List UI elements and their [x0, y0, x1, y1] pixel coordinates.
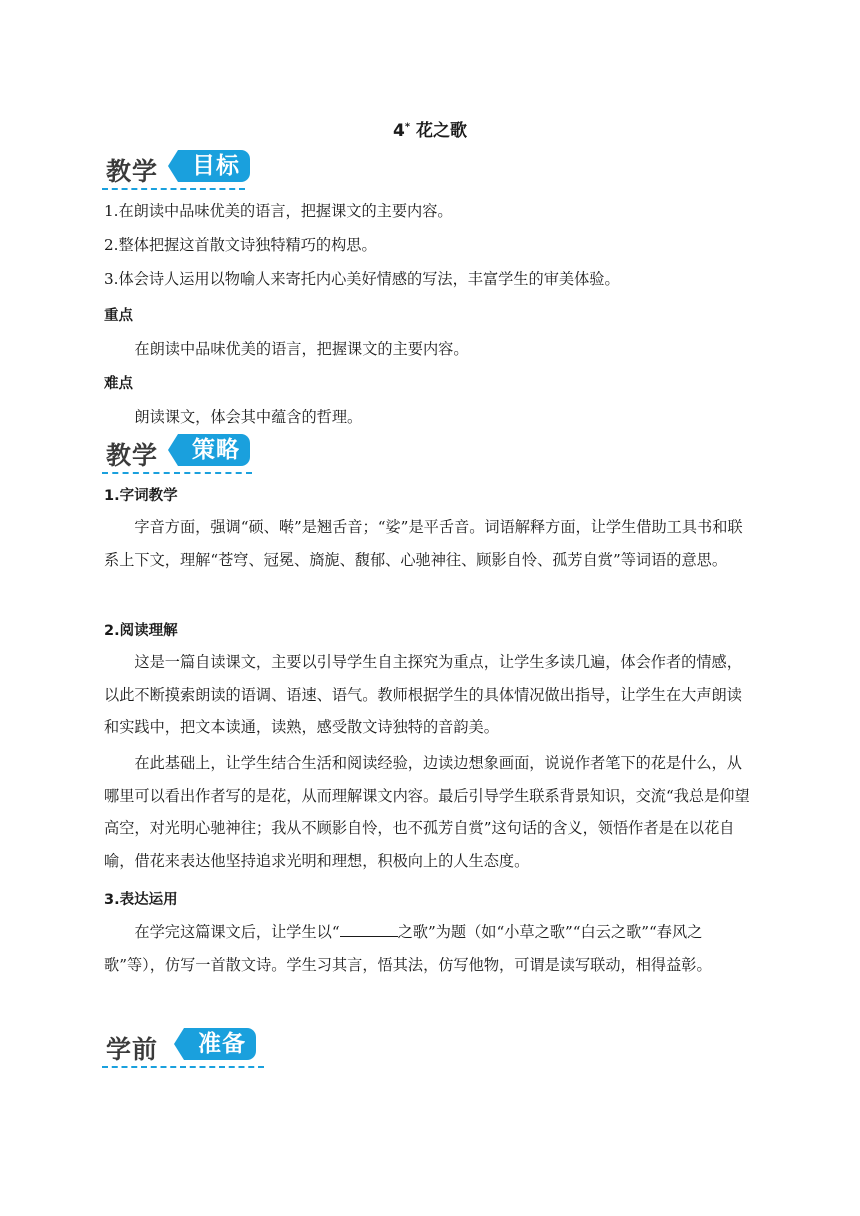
goal-item-1: 1.在朗读中品味优美的语言，把握课文的主要内容。	[104, 202, 453, 220]
section-header-prefix: 学前	[106, 1035, 159, 1064]
lesson-name: 花之歌	[416, 121, 467, 141]
difficulty-text: 朗读课文，体会其中蕴含的哲理。	[134, 408, 363, 426]
strategy-paragraph-1: 字音方面，强调“硕、啭”是翘舌音；“娑”是平舌音。词语解释方面，让学生借助工具书和联系上下文，理解“苍穹、冠冕、旖旎、馥郁、心驰神往、顾影自怜、孤芳自赏”等词语的意思。	[104, 518, 743, 569]
lesson-title	[0, 116, 860, 141]
strategy-heading-1: 1.字词教学	[104, 488, 178, 504]
strategy-paragraph-4	[104, 916, 752, 981]
section-header-tag: 策略	[178, 434, 250, 466]
goal-item-3: 3.体会诗人运用以物喻人来寄托内心美好情感的写法，丰富学生的审美体验。	[104, 270, 620, 288]
header-divider	[102, 188, 245, 190]
header-arrow-icon	[174, 1028, 184, 1060]
key-point-label: 重点	[104, 308, 133, 324]
section-header-goals	[102, 150, 262, 190]
header-arrow-icon	[168, 434, 178, 466]
section-header-tag: 准备	[184, 1028, 256, 1060]
header-divider	[102, 472, 252, 474]
strategy-heading-3: 3.表达运用	[104, 892, 178, 908]
strategy-paragraph-3: 在此基础上，让学生结合生活和阅读经验，边读边想象画面，说说作者笔下的花是什么，从哪里可以看出作者写的是花，从而理解课文内容。最后引导学生联系背景知识，交流“我总是仰望高空，对光明心驰神往；我从不顾影自怜，也不孤芳自赏”这句话的含义，领悟作者是在以花自喻，借花来表达他坚持追求光明和理想，积极向上的人生态度。	[104, 754, 750, 870]
strategy-paragraph-2: 这是一篇自读课文，主要以引导学生自主探究为重点，让学生多读几遍，体会作者的情感，以此不断摸索朗读的语调、语速、语气。教师根据学生的具体情况做出指导，让学生在大声朗读和实践中，把文本读通，读熟，感受散文诗独特的音韵美。	[104, 653, 742, 736]
self-study-mark: *	[404, 121, 411, 133]
key-point-text: 在朗读中品味优美的语言，把握课文的主要内容。	[134, 340, 469, 358]
strategy-heading-2: 2.阅读理解	[104, 623, 178, 639]
paragraph-part: 之歌”为题（如“小草之歌”“白云之歌”“春风之歌”等），仿写一首散文诗。学生习其言，悟其法，仿写他物，可谓是读写联动，相得益彰。	[104, 923, 712, 974]
goal-item-2: 2.整体把握这首散文诗独特精巧的构思。	[104, 236, 377, 254]
paragraph-part: 在学完这篇课文后，让学生以“	[134, 923, 340, 941]
section-header-prefix: 教学	[106, 157, 159, 186]
lesson-number: 4	[393, 121, 405, 141]
section-header-prep	[102, 1028, 272, 1068]
difficulty-label: 难点	[104, 376, 133, 392]
section-header-strategy	[102, 434, 262, 474]
section-header-prefix: 教学	[106, 441, 159, 470]
section-header-tag: 目标	[178, 150, 250, 182]
header-arrow-icon	[168, 150, 178, 182]
header-divider	[102, 1066, 264, 1068]
fill-in-blank	[340, 922, 398, 937]
